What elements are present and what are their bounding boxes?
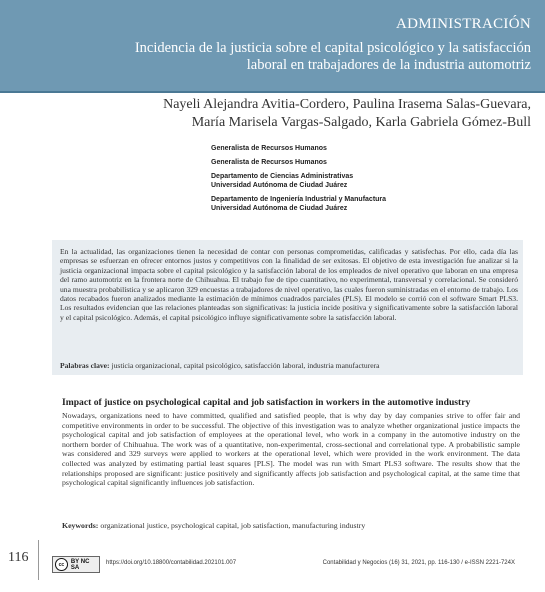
author-line-1: Nayeli Alejandra Avitia-Cordero, Paulina Irasema Salas-Guevara,	[163, 97, 531, 112]
section-title: ADMINISTRACIÓN	[395, 16, 531, 32]
article-title	[101, 40, 531, 74]
cc-logo-icon: cc	[55, 558, 68, 571]
affiliation-2: Generalista de Recursos Humanos	[211, 159, 327, 166]
affiliation-3: Departamento de Ciencias Administrativas Universidad Autónoma de Ciudad Juárez	[211, 173, 354, 189]
keywords-english	[62, 521, 520, 531]
english-title: Impact of justice on psychological capital and job satisfaction in workers in the automotive industry	[62, 397, 471, 408]
page-number: 116	[8, 550, 29, 565]
abstract-spanish: En la actualidad, las organizaciones tienen la necesidad de contar con personas comprometidas, calificadas y satisfechas. Por ello, cada día las empresas se esfuerzan en ofrecer entornos justos y competitivos con la finalidad de ser exitosas. El objetivo de esta investigación fue analizar si la justicia organizacional impacta sobre el capital psicológico y la satisfacción laboral de los empleados de nivel operativo que laboran en una empresa del ramo automotriz en la frontera norte de Chihuahua. El trabajo fue de tipo cuantitativo, no experimental, transversal y correlacional. Se consideró una muestra probabilística y se aplicaron 329 encuestas a trabajadores de nivel operativo, las cuales fueron suministradas en el entorno de trabajo. Los datos recabados fueron analizados mediante la estimación de mínimos cuadrados parciales (PLS). El modelo se corrió con el software Smart PLS3. Los resultados evidencian que las relaciones planteadas son significativas: la justicia incide positiva y significativamente sobre la satisfacción laboral y el capital psicológico. Además, el capital psicológico influye significativamente sobre la satisfacción laboral.	[60, 247, 518, 322]
article-title-line-2: laboral en trabajadores de la industria automotriz	[246, 57, 531, 73]
keywords-label-es: Palabras clave:	[60, 361, 110, 370]
cc-by-nc-sa-icon[interactable]	[52, 556, 100, 573]
affiliation-4: Departamento de Ingeniería Industrial y Manufactura Universidad Autónoma de Ciudad Juárez	[211, 196, 387, 212]
keywords-text-en: organizational justice, psychological capital, job satisfaction, manufacturing industry	[98, 521, 366, 530]
author-line-2: María Marisela Vargas-Salgado, Karla Gabriela Gómez-Bull	[191, 115, 531, 130]
header-band	[0, 0, 545, 91]
keywords-spanish	[60, 361, 518, 370]
license-label: BY NC SA	[70, 558, 90, 571]
keywords-text-es: justicia organizacional, capital psicológico, satisfacción laboral, industria manufacturera	[109, 361, 380, 370]
header-divider	[0, 91, 545, 93]
affiliation-1: Generalista de Recursos Humanos	[211, 145, 327, 152]
journal-citation: Contabilidad y Negocios (16) 31, 2021, pp. 116-130 / e-ISSN 2221-724X	[322, 560, 515, 566]
margin-divider	[38, 540, 39, 580]
affiliations	[211, 144, 531, 218]
article-title-line-1: Incidencia de la justicia sobre el capital psicológico y la satisfacción	[134, 40, 531, 56]
abstract-english: Nowadays, organizations need to have committed, qualified and satisfied people, that is why day by day companies strive to offer fair and competitive environments in order to be successful. The objective of this investigation was to analyze whether organizational justice impacts the psychological capital and job satisfaction of employees at the operational level, who work in a company in the automotive industry on the northern border of Chihuahua. The work was of a quantitative, non-experimental, cross-sectional and correlational type. A probabilistic sample was considered and 329 surveys were applied to workers at the operational level, which were provided in the work environment. The data collected was analyzed by estimating partial least squares [PLS]. The model was run with Smart PLS3 software. The results show that the relationships proposed are significant: justice positively and significantly affects job satisfaction and psychological capital, at the same time that psychological capital significantly influences job satisfaction.	[62, 411, 520, 488]
keywords-label-en: Keywords:	[62, 521, 99, 530]
author-list	[61, 96, 531, 132]
doi-link[interactable]: https://doi.org/10.18800/contabilidad.202101.007	[106, 560, 237, 566]
